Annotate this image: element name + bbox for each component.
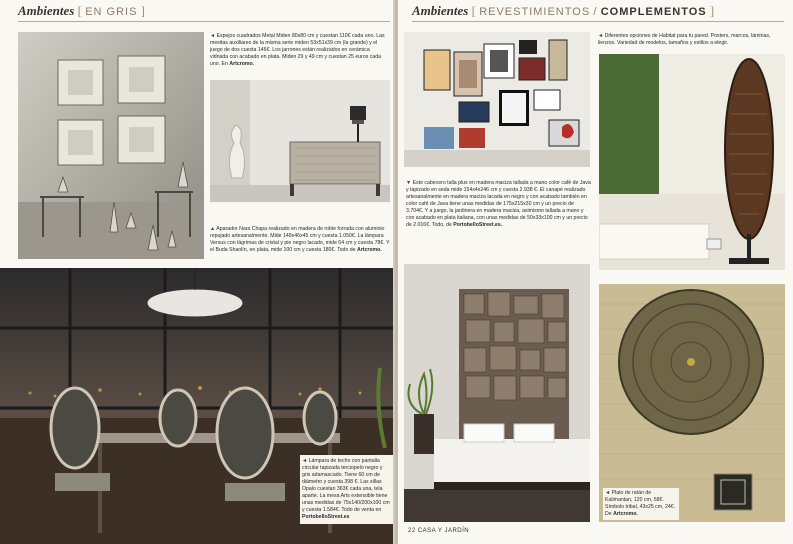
- section-title-right: Ambientes: [412, 3, 469, 18]
- photo-sideboard: [210, 80, 390, 202]
- right-page: [398, 0, 793, 544]
- section-subtitle: EN GRIS: [85, 6, 138, 18]
- caption-dining-brand: PortobelloStreet.es: [302, 514, 350, 520]
- header-rule-right: [412, 21, 784, 22]
- photo-mirrors: [18, 32, 204, 259]
- photo-rattan-plate: [599, 284, 785, 522]
- section-title: Ambientes: [18, 3, 75, 18]
- header-rule: [18, 21, 390, 22]
- caption-plate-text: Plato de ratán de Kalimantan, 120 cm, 58€. Símbolo tribal, 43x25 cm, 24€. De: [605, 490, 676, 517]
- caption-headboard: ▼ Este cabecero talla plus en madera maciza tallada a mano color café de Java y tapizado en seda mide 154x4x246 cm y cuesta 2.938 €. El canapé realizado artesanalmente en madera maciza lacada en negro y con acabado también en color café de Java tiene unas medidas de 175x215x30 cm y un precio de 3.704€. Y a juego, la jardinera en madera maciza, asimismo tallada a mano y con acabado en plata italiana, con unas medidas de 50x33x100 cm y un precio de 2.016€. Todo, de PortobelloStreet.es.: [406, 180, 591, 228]
- caption-headboard-text: Este cabecero talla plus en madera maciza tallada a mano color café de Java y tapizado en seda mide 154x4x246 cm y cuesta 2.938 €. El canapé realizado artesanalmente en madera maciza lacada en negro y con acabado también en color café de Java tiene unas medidas de 175x215x30 cm y un precio de 3.704€. Y a juego, la jardinera en madera maciza, asimismo tallada a mano y con acabado en plata italiana, con unas medidas de 50x33x100 cm y un precio de 2.016€. Todo, de: [406, 180, 591, 228]
- caption-plate: ◄ Plato de ratán de Kalimantan, 120 cm, 58€. Símbolo tribal, 43x25 cm, 24€. De Artcromo.: [603, 488, 679, 520]
- caption-headboard-brand: PortobelloStreet.es.: [453, 222, 503, 228]
- left-page: [0, 0, 395, 544]
- section-subtitle-right-2: COMPLEMENTOS: [600, 6, 707, 18]
- section-subtitle-right: REVESTIMIENTOS: [479, 6, 591, 18]
- caption-dining: ◄ Lámpara de techo con pantalla circular tapizada terciopelo negro y gris adamascado. Tiene 60 cm de diámetro y cuesta 398 €. Las sillas Opalo cuestan 363€ cada una, tela aparte. La mesa Arts extensible tiene unas medidas de 75x140/200x100 cm y cuesta 1.584€. Todo de venta en PortobelloStreet.es: [300, 455, 394, 524]
- caption-mirrors-brand: Artcromo.: [229, 61, 255, 67]
- caption-mirrors-text: Espejos cuadrados Metal Miden 80x80 cm y cuestan 110€ cada uno. Las mesitas auxiliares de la misma serie miden 53x51x39 cm (la grande) y el juego de dos cuesta 146€. Los jarrones están realizados en cerámica vidriada con acabado en plata. Miden 29 y 49 cm y cuestan 25 euros cada uno. En: [210, 33, 385, 67]
- caption-sideboard: ▲ Aparador Nara Chapa realizado en madera de roble forrada con aluminio repujado artesanalmente. Mide 149x46x45 cm y cuesta 1.050€. La lámpara Versus con lágrimas de cristal y pie negro lacado, mide 64 cm y cuesta 78€. Y el Buda Shaolín, en plata, mide 100 cm y cuesta 180€. Todo de Artcromo.: [210, 226, 390, 253]
- photo-bedroom: [404, 264, 590, 522]
- caption-habitat: ◄ Diferentes opciones de Habitat para tu pared. Posters, marcos, láminas, lienzos. Variedad de modelos, tamaños y estilos a elegir.: [598, 33, 771, 46]
- caption-dining-text: Lámpara de techo con pantalla circular tapizada terciopelo negro y gris adamascado. Tiene 60 cm de diámetro y cuesta 398 €. Las sillas Opalo cuestan 363€ cada una, tela aparte. La mesa Arts extensible tiene unas medidas de 75x140/200x100 cm y cuesta 1.584€. Todo de venta en: [302, 458, 390, 513]
- photo-wall-posters: [404, 32, 590, 167]
- caption-sideboard-text: Aparador Nara Chapa realizado en madera de roble forrada con aluminio repujado artesanalmente. Mide 149x46x45 cm y cuesta 1.050€. La lámpara Versus con lágrimas de cristal y pie negro lacado, mide 64 cm y cuesta 78€. Y el Buda Shaolín, en plata, mide 100 cm y cuesta 180€. Todo de: [210, 226, 390, 253]
- caption-sideboard-brand: Artcromo.: [356, 247, 382, 253]
- left-page-header: Ambientes [ EN GRIS ]: [18, 3, 146, 18]
- caption-habitat-text: Diferentes opciones de Habitat para tu pared. Posters, marcos, láminas, lienzos. Variedad de modelos, tamaños y estilos a elegir.: [598, 33, 771, 46]
- caption-mirrors: ◄ Espejos cuadrados Metal Miden 80x80 cm y cuestan 110€ cada uno. Las mesitas auxiliares de la misma serie miden 53x51x39 cm (la grande) y el juego de dos cuesta 146€. Los jarrones están realizados en cerámica vidriada con acabado en plata. Miden 29 y 49 cm y cuestan 25 euros cada uno. En Artcromo.: [210, 33, 385, 67]
- right-page-header: Ambientes [ REVESTIMIENTOS / COMPLEMENTOS ]: [412, 3, 715, 18]
- photo-tribal-shield: [599, 54, 785, 270]
- caption-plate-brand: Artcromo.: [613, 511, 638, 517]
- page-folio: 22 CASA Y JARDÍN: [408, 528, 470, 534]
